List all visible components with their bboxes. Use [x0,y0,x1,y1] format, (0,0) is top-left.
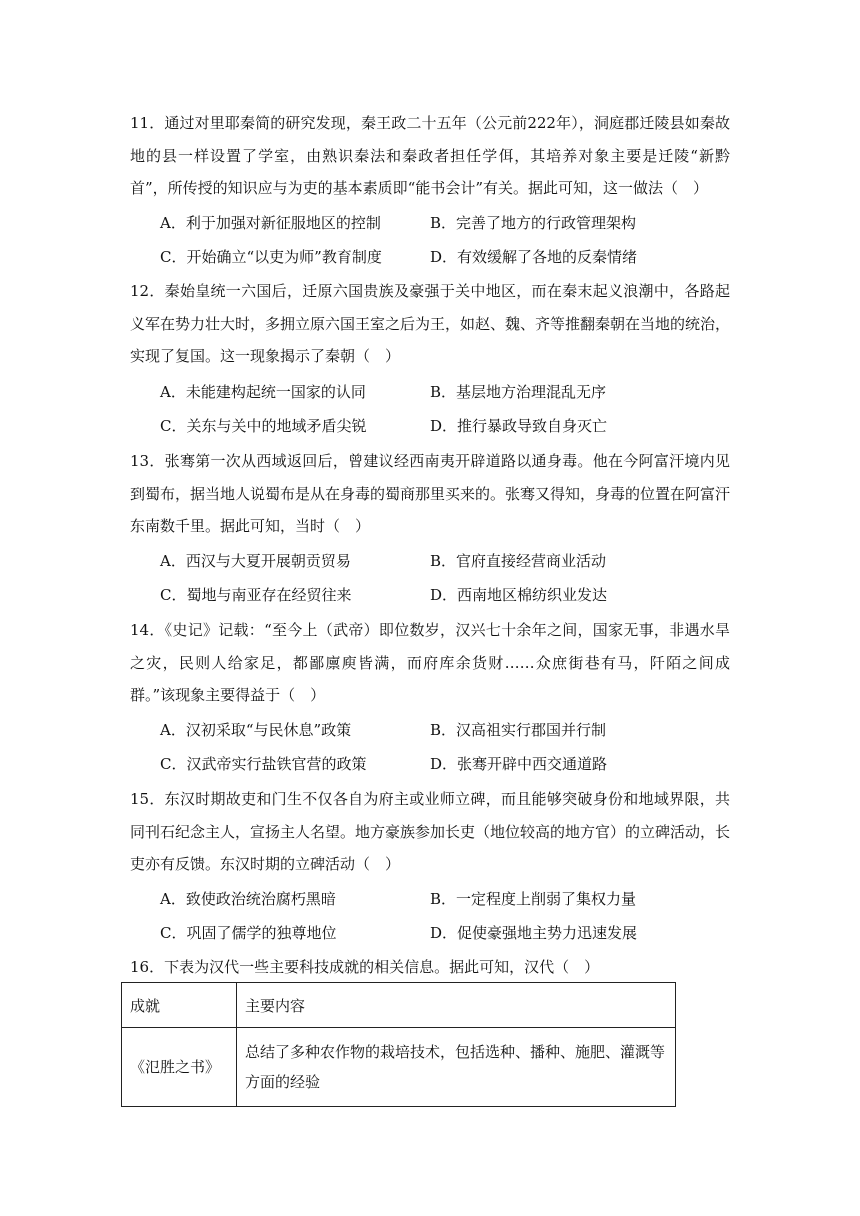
question-stem: 15．东汉时期故吏和门生不仅各自为府主或业师立碑，而且能够突破身份和地域界限，共同刊石纪念主人，宣扬主人名望。地方豪族参加长吏（地位较高的地方官）的立碑活动，长吏亦有反馈。东汉时期的立碑活动（ ） [130,790,731,873]
question-stem: 13．张骞第一次从西域返回后，曾建议经西南夷开辟道路以通身毒。他在今阿富汗境内见到蜀布，据当地人说蜀布是从在身毒的蜀商那里买来的。张骞又得知，身毒的位置在阿富汗东南数千里。据此可知，当时（ ） [130,452,731,535]
option-d: D．促使豪强地主势力迅速发展 [430,924,638,942]
question-15-options [160,882,720,950]
option-d: D．推行暴政导致自身灭亡 [430,417,608,435]
option-b: B．完善了地方的行政管理架构 [430,214,637,232]
table-header-row [122,983,676,1028]
option-c: C．巩固了儒学的独尊地位 [160,924,337,942]
option-a: A．利于加强对新征服地区的控制 [160,214,381,232]
question-stem: 11．通过对里耶秦简的研究发现，秦王政二十五年（公元前222年），洞庭郡迁陵县如秦故地的县一样设置了学室，由熟识秦法和秦政者担任学佴，其培养对象主要是迁陵“新黔首”，所传授的知识应与为吏的基本素质即“能书会计”有关。据此可知，这一做法（ ） [130,114,730,197]
table-row [122,1028,676,1107]
option-c: C．关东与关中的地域矛盾尖锐 [160,417,367,435]
question-11-options [160,206,720,274]
question-12 [130,275,730,373]
option-a: A．致使政治统治腐朽黑暗 [160,890,336,908]
table-cell: 《氾胜之书》 [122,1028,237,1107]
option-a: A．未能建构起统一国家的认同 [160,383,366,401]
option-a: A．西汉与大夏开展朝贡贸易 [160,552,351,570]
option-a: A．汉初采取“与民休息”政策 [160,721,352,739]
option-b: B．一定程度上削弱了集权力量 [430,890,637,908]
question-15 [130,783,730,881]
question-stem: 14．《史记》记载：“至今上（武帝）即位数岁，汉兴七十余年之间，国家无事，非遇水旱之灾，民则人给家足，都鄙廪庾皆满，而府库余货财……众庶街巷有马，阡陌之间成群。”该现象主要得益于（ ） [130,621,730,704]
option-c: C．蜀地与南亚存在经贸往来 [160,586,352,604]
option-c: C．开始确立“以吏为师”教育制度 [160,248,382,266]
question-14-options [160,713,720,781]
question-11 [130,107,730,205]
question-16 [130,951,730,984]
achievements-table [121,982,676,1107]
question-13 [130,445,730,543]
option-d: D．有效缓解了各地的反秦情绪 [430,248,638,266]
option-b: B．汉高祖实行郡国并行制 [430,721,607,739]
table-header-cell: 成就 [122,983,237,1028]
option-d: D．张骞开辟中西交通道路 [430,755,608,773]
question-stem: 16．下表为汉代一些主要科技成就的相关信息。据此可知，汉代（ ） [130,958,600,976]
question-stem: 12．秦始皇统一六国后，迁原六国贵族及豪强于关中地区，而在秦末起义浪潮中，各路起义军在势力壮大时，多拥立原六国王室之后为王，如赵、魏、齐等推翻秦朝在当地的统治，实现了复国。这一现象揭示了秦朝（ ） [130,282,731,365]
option-d: D．西南地区棉纺织业发达 [430,586,608,604]
table-cell: 总结了多种农作物的栽培技术，包括选种、播种、施肥、灌溉等方面的经验 [237,1028,676,1107]
question-14 [130,614,730,712]
question-13-options [160,544,720,612]
question-12-options [160,375,720,443]
option-c: C．汉武帝实行盐铁官营的政策 [160,755,367,773]
option-b: B．官府直接经营商业活动 [430,552,607,570]
option-b: B．基层地方治理混乱无序 [430,383,607,401]
table-header-cell: 主要内容 [237,983,676,1028]
